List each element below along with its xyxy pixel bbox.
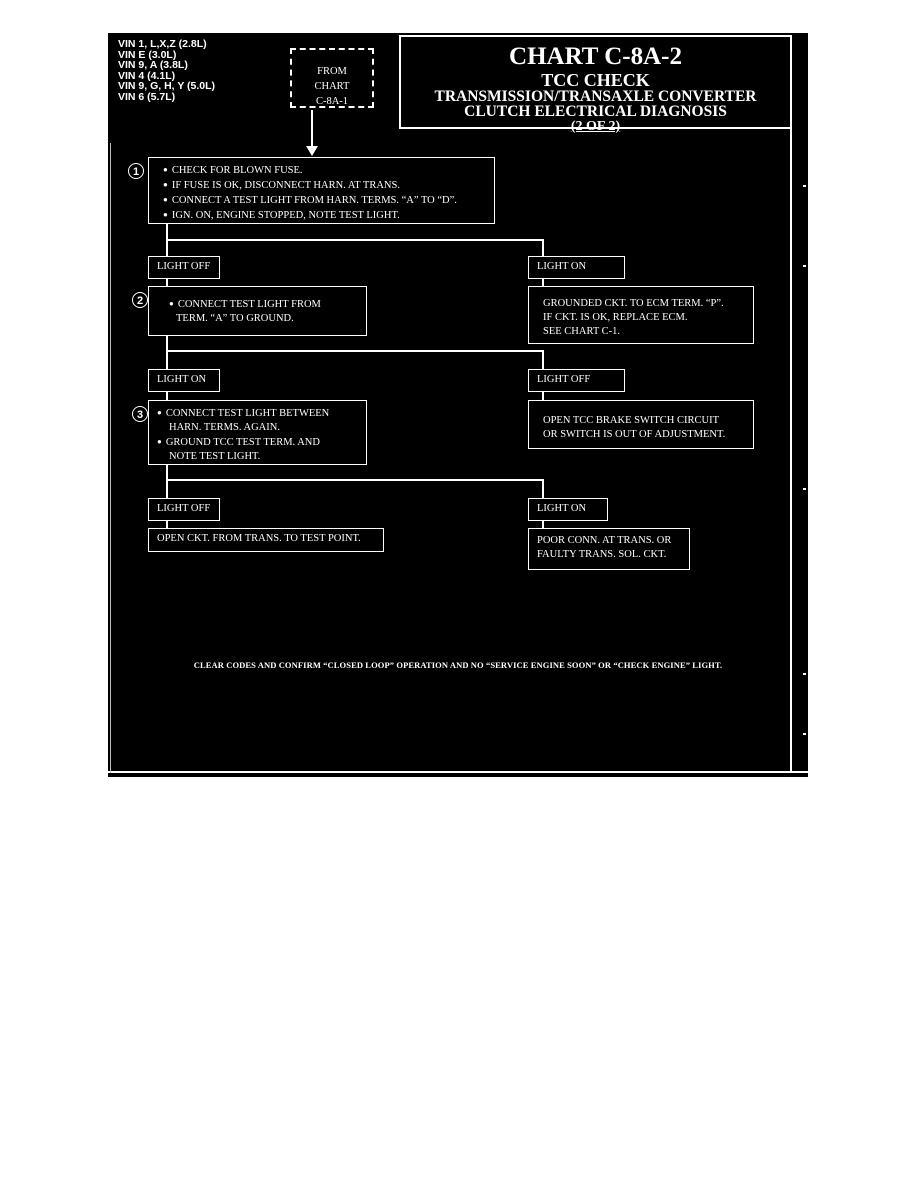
from-label: FROM [317,66,347,77]
chart-description: TRANSMISSION/TRANSAXLE CONVERTER [434,88,757,105]
step-number-badge: 3 [132,406,148,422]
step-2-box [148,286,367,336]
connector-line [542,479,544,499]
result-text: OPEN CKT. FROM TRANS. TO TEST POINT. [157,533,361,544]
connector-line [542,392,544,400]
result-text: FAULTY TRANS. SOL. CKT. [537,549,667,560]
step-3-bullet: ● CONNECT TEST LIGHT BETWEEN [157,406,366,421]
outcome-label: LIGHT OFF [148,498,220,521]
edge-tick [803,265,806,267]
vin-item: VIN 4 (4.1L) [118,69,176,82]
outcome-label: LIGHT ON [528,256,625,279]
diagnostic-chart [108,33,808,777]
chart-title: CHART C-8A-2 [509,43,682,70]
result-text: POOR CONN. AT TRANS. OR [537,535,672,546]
outcome-label: LIGHT ON [528,498,608,521]
step-2-bullet: TERM. “A” TO GROUND. [176,313,294,324]
result-text: SEE CHART C-1. [543,326,621,337]
connector-line [166,350,544,352]
connector-line [166,465,168,499]
result-text: GROUNDED CKT. TO ECM TERM. “P”. [543,298,724,309]
result-box [528,528,690,570]
result-text: OPEN TCC BRAKE SWITCH CIRCUIT [543,415,719,426]
step-number-badge: 2 [132,292,148,308]
from-chart-box [290,48,374,108]
chart-title-block [399,35,792,134]
from-label: C-8A-1 [315,96,349,107]
step-1-box [148,157,495,224]
step-1-bullet: ● IGN. ON, ENGINE STOPPED, NOTE TEST LIGHT. [163,208,494,223]
edge-tick [803,488,806,490]
result-text: IF CKT. IS OK, REPLACE ECM. [543,312,688,323]
step-2-bullet: ● CONNECT TEST LIGHT FROM [169,297,366,312]
outcome-label: LIGHT OFF [148,256,220,279]
connector-line [166,392,168,400]
vin-item: VIN 9, A (3.8L) [118,59,188,72]
chart-subtitle: TCC CHECK [541,70,650,90]
down-arrow-icon [304,110,320,158]
vin-item: VIN 6 (5.7L) [118,90,176,103]
connector-line [542,239,544,257]
edge-tick [803,673,806,675]
right-border [790,129,792,773]
chart-description: CLUTCH ELECTRICAL DIAGNOSIS [464,103,727,120]
bottom-border [108,771,808,773]
step-1-bullet: ● IF FUSE IS OK, DISCONNECT HARN. AT TRANS. [163,178,494,193]
connector-line [166,336,168,370]
step-3-bullet: ● GROUND TCC TEST TERM. AND [157,435,366,450]
edge-tick [803,185,806,187]
result-box [528,400,754,449]
connector-line [542,350,544,370]
outcome-label: LIGHT OFF [528,369,625,392]
step-3-bullet: NOTE TEST LIGHT. [169,451,261,462]
from-label: CHART [314,81,350,92]
connector-line [166,239,544,241]
vin-list [118,39,215,103]
edge-tick [803,733,806,735]
result-text: OR SWITCH IS OUT OF ADJUSTMENT. [543,429,726,440]
vin-item: VIN E (3.0L) [118,48,177,61]
step-3-bullet: HARN. TERMS. AGAIN. [169,422,280,433]
step-number-badge: 1 [128,163,144,179]
footer-note: CLEAR CODES AND CONFIRM “CLOSED LOOP” OPERATION AND NO “SERVICE ENGINE SOON” OR “CHECK ENGINE” LIGHT. [193,660,723,670]
result-box [148,528,384,552]
vin-item: VIN 9, G, H, Y (5.0L) [118,80,216,93]
step-1-bullet: ● CONNECT A TEST LIGHT FROM HARN. TERMS. “A” TO “D”. [163,193,494,208]
vin-item: VIN 1, L,X,Z (2.8L) [118,38,207,50]
left-border [110,143,111,773]
step-1-bullet: ● CHECK FOR BLOWN FUSE. [163,163,494,178]
connector-line [166,479,544,481]
result-box [528,286,754,344]
step-3-box [148,400,367,465]
outcome-label: LIGHT ON [148,369,220,392]
chart-part: (2 OF 2) [570,119,621,134]
